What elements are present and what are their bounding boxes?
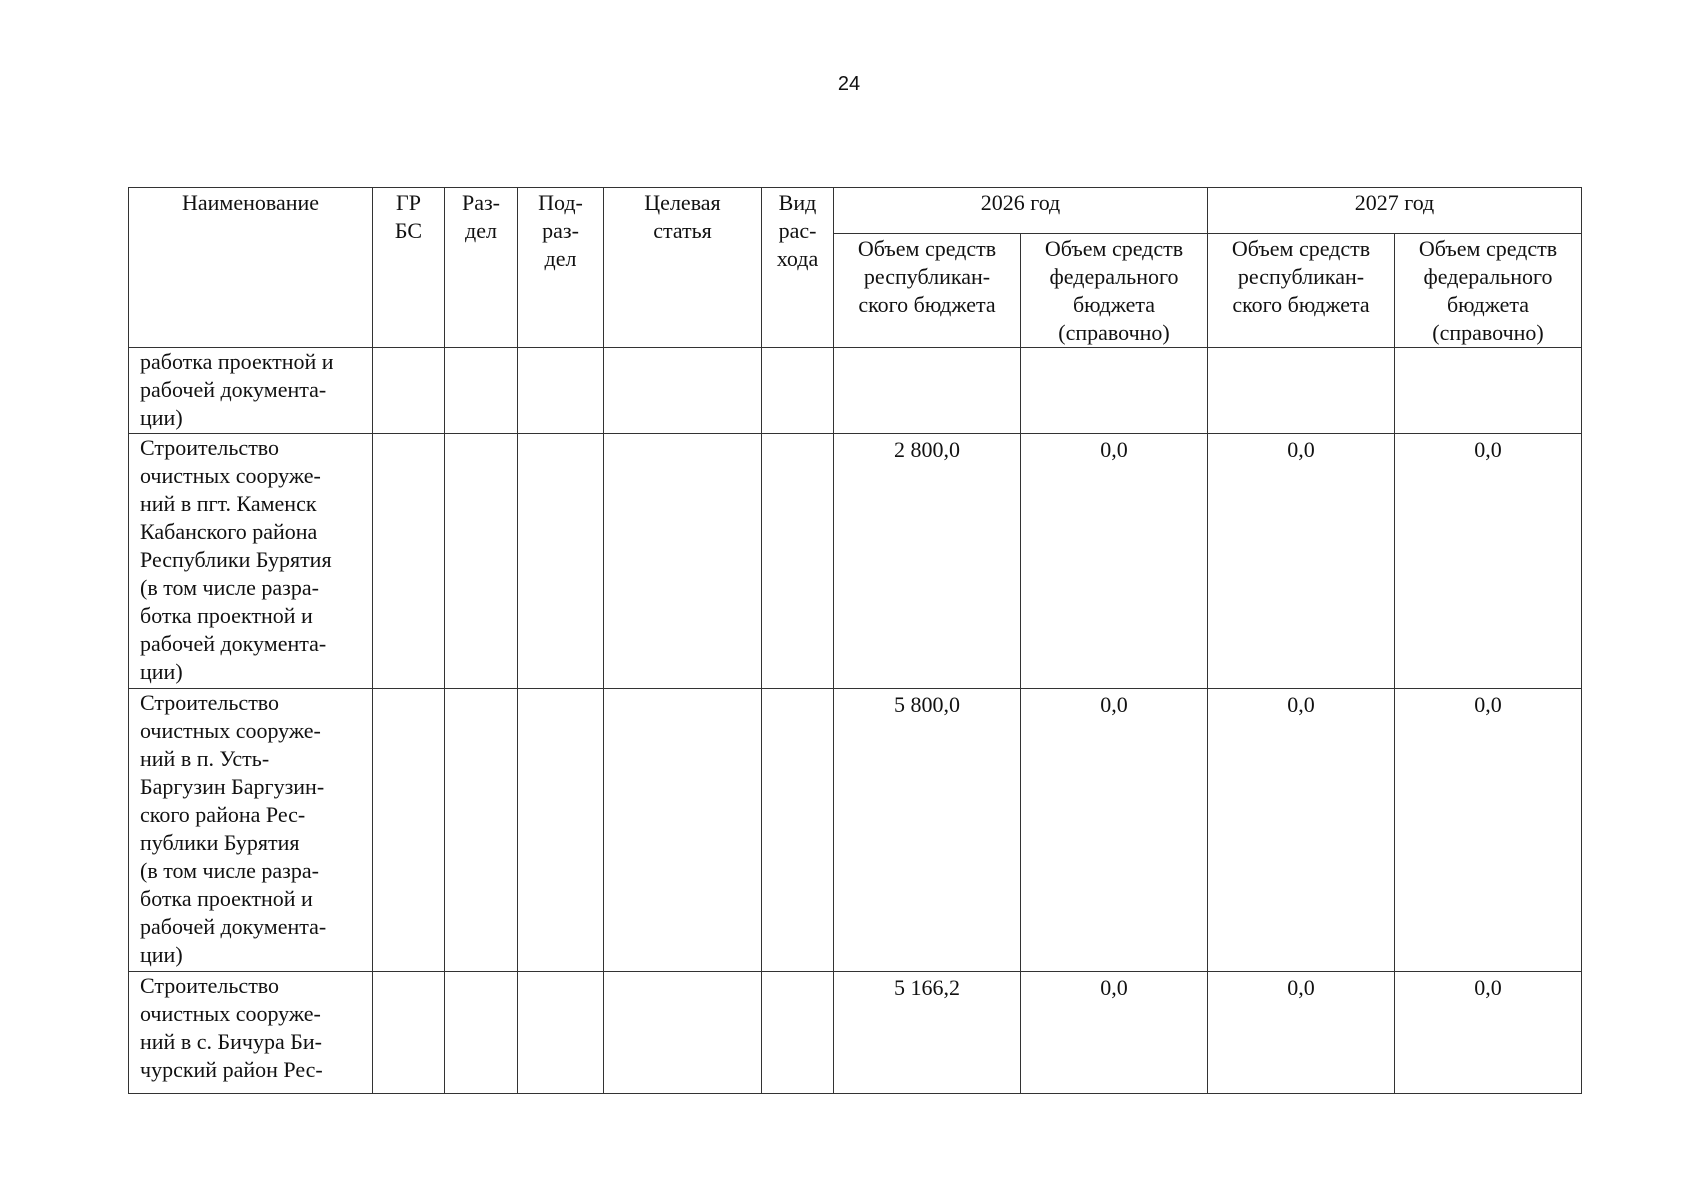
row-2027-republic: 0,0: [1208, 689, 1395, 972]
row-2027-republic: 0,0: [1208, 972, 1395, 1094]
row-name: работка проектной и рабочей документа- ции): [129, 348, 373, 434]
row-2026-republic: 5 166,2: [834, 972, 1021, 1094]
row-target-article: [604, 434, 762, 689]
row-subsection: [518, 348, 604, 434]
row-target-article: [604, 689, 762, 972]
row-section: [445, 689, 518, 972]
table-row: [129, 689, 1582, 972]
header-2026-federal-budget: Объем средств федерального бюджета (справочно): [1021, 234, 1208, 348]
header-target-article: Целевая статья: [604, 188, 762, 348]
row-name: Строительство очистных сооруже- ний в пгт. Каменск Кабанского района Республики Бурятия (в том числе разра- ботка проектной и рабочей документа- ции): [129, 434, 373, 689]
row-target-article: [604, 972, 762, 1094]
row-2027-federal: 0,0: [1395, 689, 1582, 972]
header-grbs: ГР БС: [373, 188, 445, 348]
row-subsection: [518, 434, 604, 689]
row-section: [445, 972, 518, 1094]
header-2027-republic-budget: Объем средств республикан- ского бюджета: [1208, 234, 1395, 348]
row-grbs: [373, 434, 445, 689]
row-2026-federal: [1021, 348, 1208, 434]
row-expense-type: [762, 348, 834, 434]
row-expense-type: [762, 689, 834, 972]
header-section: Раз- дел: [445, 188, 518, 348]
header-2027-federal-budget: Объем средств федерального бюджета (справочно): [1395, 234, 1582, 348]
page-number: 24: [837, 73, 861, 95]
row-2026-republic: 2 800,0: [834, 434, 1021, 689]
row-section: [445, 348, 518, 434]
row-target-article: [604, 348, 762, 434]
header-expense-type: Вид рас- хода: [762, 188, 834, 348]
row-2026-federal: 0,0: [1021, 972, 1208, 1094]
header-2026-republic-budget: Объем средств республикан- ского бюджета: [834, 234, 1021, 348]
row-name: Строительство очистных сооруже- ний в п. Усть- Баргузин Баргузин- ского района Рес- публики Бурятия (в том числе разра- ботка проектной и рабочей документа- ции): [129, 689, 373, 972]
row-2026-republic: 5 800,0: [834, 689, 1021, 972]
row-expense-type: [762, 972, 834, 1094]
row-grbs: [373, 689, 445, 972]
row-2027-federal: 0,0: [1395, 434, 1582, 689]
row-2027-federal: 0,0: [1395, 972, 1582, 1094]
row-2027-federal: [1395, 348, 1582, 434]
header-year-2026: 2026 год: [834, 188, 1208, 234]
row-grbs: [373, 972, 445, 1094]
budget-table: [128, 187, 1582, 1094]
header-name: Наименование: [129, 188, 373, 348]
table-row: [129, 348, 1582, 434]
row-section: [445, 434, 518, 689]
header-row: [129, 188, 1582, 234]
row-subsection: [518, 972, 604, 1094]
row-expense-type: [762, 434, 834, 689]
header-subsection: Под- раз- дел: [518, 188, 604, 348]
row-grbs: [373, 348, 445, 434]
row-2027-republic: [1208, 348, 1395, 434]
row-2026-republic: [834, 348, 1021, 434]
row-subsection: [518, 689, 604, 972]
table-row: [129, 434, 1582, 689]
header-year-2027: 2027 год: [1208, 188, 1582, 234]
row-name: Строительство очистных сооруже- ний в с. Бичура Би- чурский район Рес-: [129, 972, 373, 1094]
row-2027-republic: 0,0: [1208, 434, 1395, 689]
table-row: [129, 972, 1582, 1094]
row-2026-federal: 0,0: [1021, 689, 1208, 972]
row-2026-federal: 0,0: [1021, 434, 1208, 689]
